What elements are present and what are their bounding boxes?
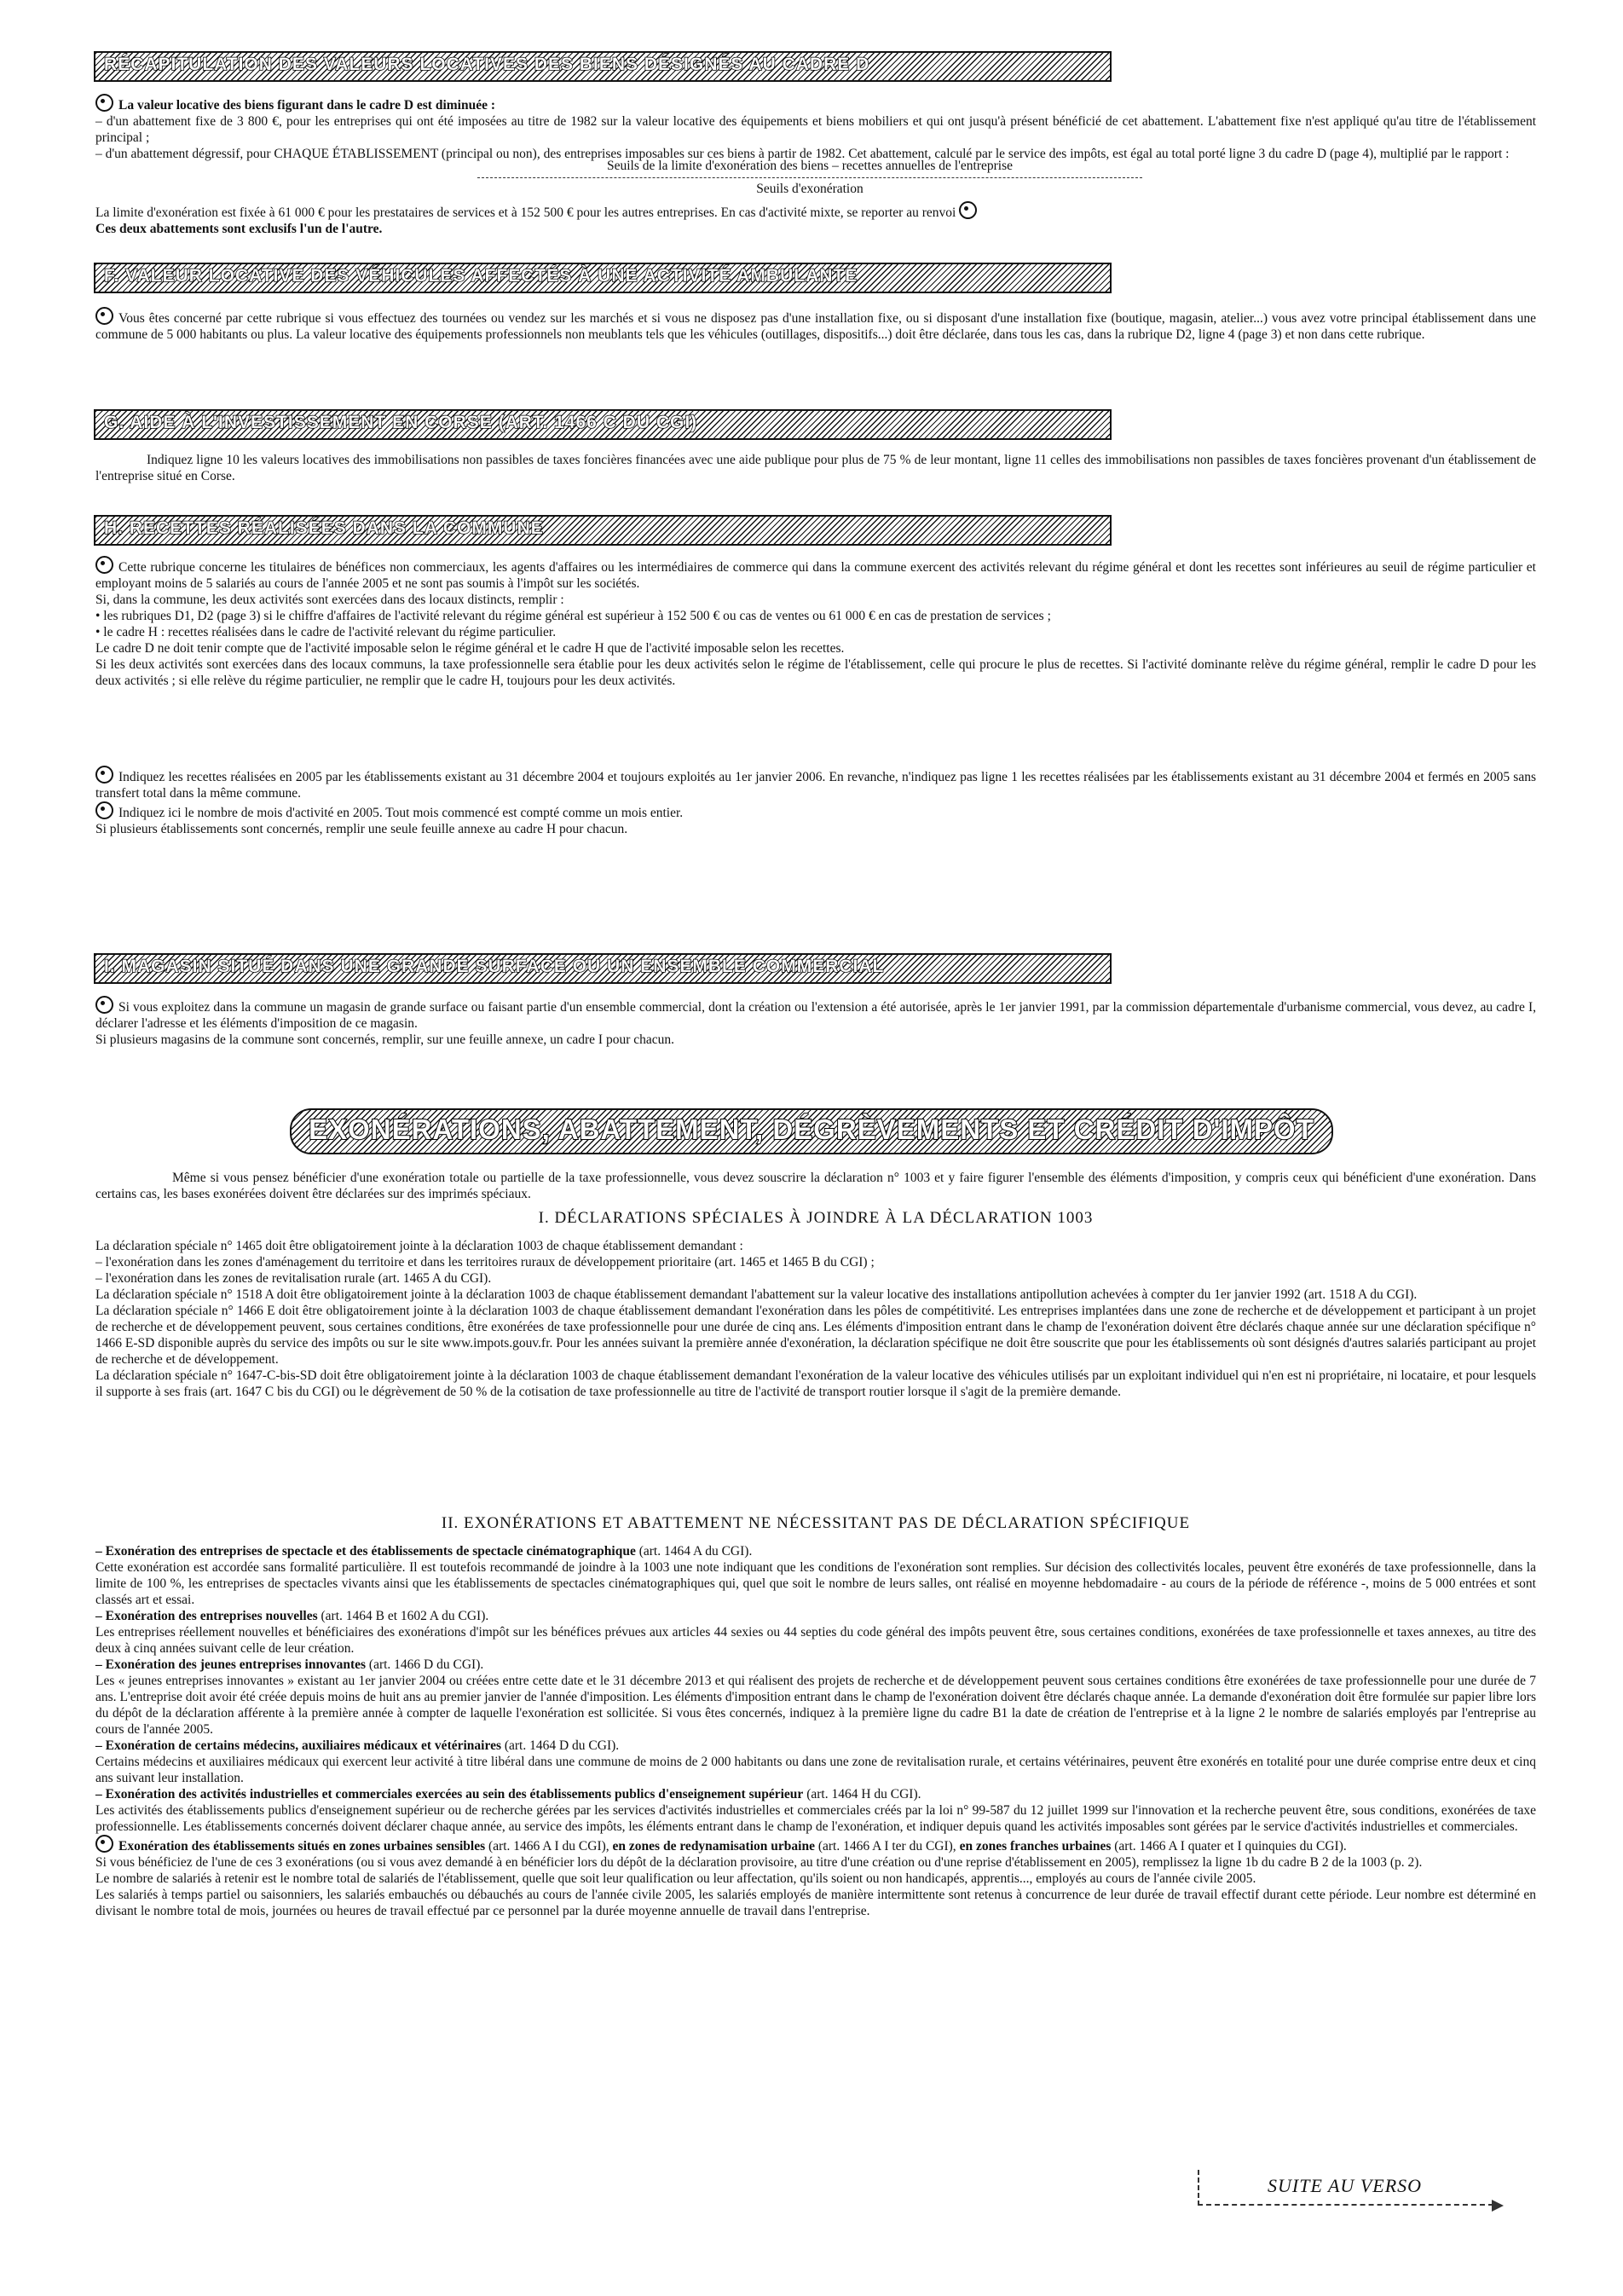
section-header-i (94, 953, 1112, 984)
circled-bullet-icon (95, 996, 113, 1014)
section-header-h (94, 515, 1112, 546)
abatement-ratio-formula: Seuils de la limite d'exonération des biens – recettes annuelles de l'entreprise Seuils d'exonération (477, 159, 1142, 197)
section-header-f (94, 263, 1112, 293)
section-title: RÉCAPITULATION DES VALEURS LOCATIVES DES BIENS DÉSIGNÉS AU CADRE D (104, 55, 870, 74)
section-title: F. VALEUR LOCATIVE DES VÉHICULES AFFECTÉS À UNE ACTIVITÉ AMBULANTE (104, 266, 858, 286)
arrow-right-icon (1492, 2200, 1504, 2212)
section-title: I. MAGASIN SITUÉ DANS UNE GRANDE SURFACE OU UN ENSEMBLE COMMERCIAL (104, 957, 885, 976)
continued-on-back-label: SUITE AU VERSO (1268, 2175, 1423, 2196)
exonerations-title: EXONÉRATIONS, ABATTEMENT, DÉGRÈVEMENTS ET CRÉDIT D'IMPÔT (309, 1113, 1314, 1145)
recap-d-text-2: La limite d'exonération est fixée à 61 000 € pour les prestataires de services et à 152 500 € pour les autres entreprises. En cas d'activité mixte, se reporter au renvoi Ces deux abattements sont exclusifs l'un de l'autre. (95, 201, 1536, 237)
section-i-text: Si vous exploitez dans la commune un magasin de grande surface ou faisant partie d'un ensemble commercial, dont la création ou l'extension a été autorisée, après le 1er janvier 1991, par la commission départementale d'urbanisme commercial, vous devez, au cadre I, déclarer l'adresse et les éléments d'imposition de ce magasin. Si plusieurs magasins de la commune sont concernés, remplir, sur une feuille annexe, un cadre I pour chacun. (95, 996, 1536, 1048)
section-header-recap-d (94, 51, 1112, 82)
section-header-g (94, 409, 1112, 440)
recap-d-text: La valeur locative des biens figurant dans le cadre D est diminuée : – d'un abattement fixe de 3 800 €, pour les entreprises qui ont été imposées au titre de 1982 sur la valeur locative des équipements et biens mobiliers et qui ont jusqu'à présent bénéficié de cet abattement. L'abattement fixe n'est appliqué qu'au titre de l'établissement principal ; – d'un abattement dégressif, pour CHAQUE ÉTABLISSEMENT (principal ou non), des entreprises imposables sur ces biens à partir de 1982. Cet abattement, calculé par le service des impôts, est égal au total porté ligne 3 du cadre D (page 4), multiplié par le rapport : (95, 94, 1536, 162)
section-f-text: Vous êtes concerné par cette rubrique si vous effectuez des tournées ou vendez sur les marchés et si vous ne disposez pas d'une installation fixe, ou si disposant d'une installation fixe (boutique, magasin, atelier...) vous avez votre principal établissement dans une commune de 5 000 habitants ou plus. La valeur locative des équipements professionnels non meublants tels que les véhicules (outillages, dispositifs...) doit être déclarée, dans tous les cas, dans la rubrique D2, ligne 4 (page 3) et non dans cette rubrique. (95, 307, 1536, 343)
section-g-text: Indiquez ligne 10 les valeurs locatives des immobilisations non passibles de taxes foncières financées avec une aide publique pour plus de 75 % de leur montant, ligne 11 celles des immobilisations non passibles de taxes foncières provenant d'un établissement de l'entreprise situé en Corse. (95, 453, 1536, 483)
circled-bullet-icon (95, 1835, 113, 1853)
exonerations-header (290, 1108, 1333, 1154)
circled-bullet-icon (95, 307, 113, 325)
section-h-text: Cette rubrique concerne les titulaires de bénéfices non commerciaux, les agents d'affaires ou les intermédiaires de commerce qui dans la commune exercent des activités relevant du régime général et dont les recettes sont inférieures au seuil de régime particulier et employant moins de 5 salariés au cours de l'année 2005 et ne sont pas soumis à l'impôt sur les sociétés. Si, dans la commune, les deux activités sont exercées dans des locaux distincts, remplir : • les rubriques D1, D2 (page 3) si le chiffre d'affaires de l'activité relevant du régime général est supérieur à 152 500 € ou cas de ventes ou 61 000 € en cas de prestation de services ; • le cadre H : recettes réalisées dans le cadre de l'activité relevant du régime particulier. Le cadre D ne doit tenir compte que de l'activité imposable selon le régime général et le cadre H que de l'activité imposable selon les recettes. Si les deux activités sont exercées dans des locaux communs, la taxe professionnelle sera établie pour les deux activités selon le régime de l'établissement, celle qui procure le plus de recettes. Si l'activité dominante relève du régime général, remplir le cadre D pour les deux activités ; si elle relève du régime particulier, ne remplir que le cadre H, toujours pour les deux activités. (95, 556, 1536, 689)
continued-on-back-box (1198, 2170, 1493, 2206)
exonerations-list: – Exonération des entreprises de spectacle et des établissements de spectacle cinématographique (art. 1464 A du CGI). Cette exonération est accordée sans formalité particulière. Il est toutefois recommandé de joindre à la 1003 une note indiquant que les conditions de l'exonération sont remplies. Sur décision des collectivités locales, peuvent être exonérés de taxe professionnelle, dans la limite de 100 %, les entreprises de spectacles vivants ainsi que les établissements de spectacles cinématographiques qui, quel que soit le nombre de leurs salles, ont réalisé en moyenne hebdomadaire - au cours de la période de référence -, moins de 5 000 entrées et sont classés art et essai. – Exonération des entreprises nouvelles (art. 1464 B et 1602 A du CGI). Les entreprises réellement nouvelles et bénéficiaires des exonérations d'impôt sur les bénéfices prévues aux articles 44 sexies ou 44 septies du code général des impôts peuvent être, sous certaines conditions, exonérées de taxe professionnelle et taxes annexes, au titre des deux à cinq années suivant celle de leur création. – Exonération des jeunes entreprises innovantes (art. 1466 D du CGI). Les « jeunes entreprises innovantes » existant au 1er janvier 2004 ou créées entre cette date et le 31 décembre 2013 et qui réalisent des projets de recherche et de développement peuvent sous certaines conditions être exonérées de taxe professionnelle pour une durée de 7 ans. L'entreprise doit avoir été créée depuis moins de huit ans au premier janvier de l'année d'imposition. Les éléments d'imposition entrant dans le champ de l'exonération doivent être déclarés chaque année. La demande d'exonération doit être formulée sur papier libre lors du dépôt de la déclaration afférente à la première année à compter de laquelle l'exonération est sollicitée. Si vous êtes concernés, indiquez à la première ligne du cadre B1 la date de création de l'entreprise et à la ligne 2 le nombre de salariés employés par l'entreprise au cours de l'année 2005. – Exonération de certains médecins, auxiliaires médicaux et vétérinaires (art. 1464 D du CGI). Certains médecins et auxiliaires médicaux qui exercent leur activité à titre libéral dans une commune de moins de 2 000 habitants ou dans une zone de revitalisation rurale, et certains vétérinaires, peuvent être exonérés en totalité pour une durée comprise entre deux et cinq ans suivant leur installation. – Exonération des activités industrielles et commerciales exercées au sein des établissements publics d'enseignement supérieur (art. 1464 H du CGI). Les activités des établissements publics d'enseignement supérieur ou de recherche gérées par les services d'activités industrielles et commerciales créés par la loi n° 99-587 du 12 juillet 1999 sur l'innovation et la recherche peuvent être, sous conditions, exonérées de taxe professionnelle. Les établissements concernés doivent déclarer chaque année, au service des impôts, les éléments entrant dans le champ de l'exonération, et indiquer depuis quand les activités imposables sont gérées par le service d'activités industrielles et commerciales. Exonération des établissements situés en zones urbaines sensibles (art. 1466 A I du CGI), en zones de redynamisation urbaine (art. 1466 A I ter du CGI), en zones franches urbaines (art. 1466 A I quater et I quinquies du CGI). Si vous bénéficiez de l'une de ces 3 exonérations (ou si vous avez demandé à en bénéficier lors du dépôt de la déclaration provisoire, au titre d'une création ou d'une reprise d'établissement en 2005), remplissez la ligne 1b du cadre B 2 de la 1003 (p. 2). Le nombre de salariés à retenir est le nombre total de salariés de l'établissement, quelle que soit leur qualification ou leur affectation, qu'ils soient ou non handicapés, apprentis..., employés au cours de l'année civile 2005. Les salariés à temps partiel ou saisonniers, les salariés embauchés ou débauchés au cours de l'année civile 2005, les salariés employés de manière intermittente sont retenus à concurrence de leur durée de travail effectif durant cette période. Leur nombre est déterminé en divisant le nombre total de mois, journées ou heures de travail effectué par ce personnel par la durée moyenne annuelle de travail dans l'entreprise. (95, 1544, 1536, 1918)
exonerations-intro: Même si vous pensez bénéficier d'une exonération totale ou partielle de la taxe professionnelle, vous devez souscrire la déclaration n° 1003 et y faire figurer l'ensemble des éléments d'imposition, y compris ceux qui bénéficient d'une exonération. Dans certains cas, les bases exonérées doivent être déclarées sur des imprimés spéciaux. (95, 1171, 1536, 1201)
circled-bullet-icon (95, 801, 113, 819)
special-declarations-text: La déclaration spéciale n° 1465 doit être obligatoirement jointe à la déclaration 1003 de chaque établissement demandant : – l'exonération dans les zones d'aménagement du territoire et dans les territoires ruraux de développement prioritaire (art. 1465 et 1465 B du CGI) ; – l'exonération dans les zones de revitalisation rurale (art. 1465 A du CGI). La déclaration spéciale n° 1518 A doit être obligatoirement jointe à la déclaration 1003 de chaque établissement demandant l'abattement sur la valeur locative des installations antipollution achevées à compter du 1er janvier 1992 (art. 1518 A du CGI). La déclaration spéciale n° 1466 E doit être obligatoirement jointe à la déclaration 1003 de chaque établissement demandant l'exonération dans les pôles de compétitivité. Les entreprises implantées dans une zone de recherche et de développement et participant à un projet de recherche et de développement peuvent, sous certaines conditions, être exonérées de taxe professionnelle pour une durée de cinq ans. Les éléments d'imposition entrant dans le champ de l'exonération doivent être déclarés chaque année sur une déclaration spécifique n° 1466 E-SD disponible auprès du service des impôts ou sur le site www.impots.gouv.fr. Pour les années suivant la première année d'exonération, la déclaration spécifique ne doit être souscrite que pour les établissements où sont désignés d'autres salariés participant au projet de recherche et de développement. La déclaration spéciale n° 1647-C-bis-SD doit être obligatoirement jointe à la déclaration 1003 de chaque établissement demandant l'exonération de la valeur locative des véhicules utilisés par un exploitant individuel qui n'en est ni propriétaire, ni locataire, et pour lesquels il supporte à ses frais (art. 1647 C bis du CGI) ou le dégrèvement de 50 % de la cotisation de taxe professionnelle au titre de l'activité de transport routier lorsque il s'agit de la première demande. (95, 1239, 1536, 1399)
circled-bullet-icon (95, 556, 113, 574)
circled-bullet-icon (95, 766, 113, 784)
circled-bullet-icon (959, 201, 977, 219)
section-title: H. RECETTES RÉALISÉES DANS LA COMMUNE (104, 518, 544, 538)
section-title: G. AIDE À L'INVESTISSEMENT EN CORSE (ART. 1466 C DU CGI) (104, 413, 698, 432)
subheading-special-declarations: I. DÉCLARATIONS SPÉCIALES À JOINDRE À LA DÉCLARATION 1003 (538, 1209, 1094, 1227)
section-h-text-2: Indiquez les recettes réalisées en 2005 par les établissements existant au 31 décembre 2004 et toujours exploités au 1er janvier 2006. En revanche, n'indiquez pas ligne 1 les recettes réalisées par les établissements existant au 31 décembre 2004 et fermés en 2005 sans transfert total dans la même commune. Indiquez ici le nombre de mois d'activité en 2005. Tout mois commencé est compté comme un mois entier. Si plusieurs établissements sont concernés, remplir une seule feuille annexe au cadre H pour chacun. (95, 766, 1536, 837)
circled-bullet-icon (95, 94, 113, 112)
subheading-no-declaration: II. EXONÉRATIONS ET ABATTEMENT NE NÉCESSITANT PAS DE DÉCLARATION SPÉCIFIQUE (441, 1514, 1191, 1532)
